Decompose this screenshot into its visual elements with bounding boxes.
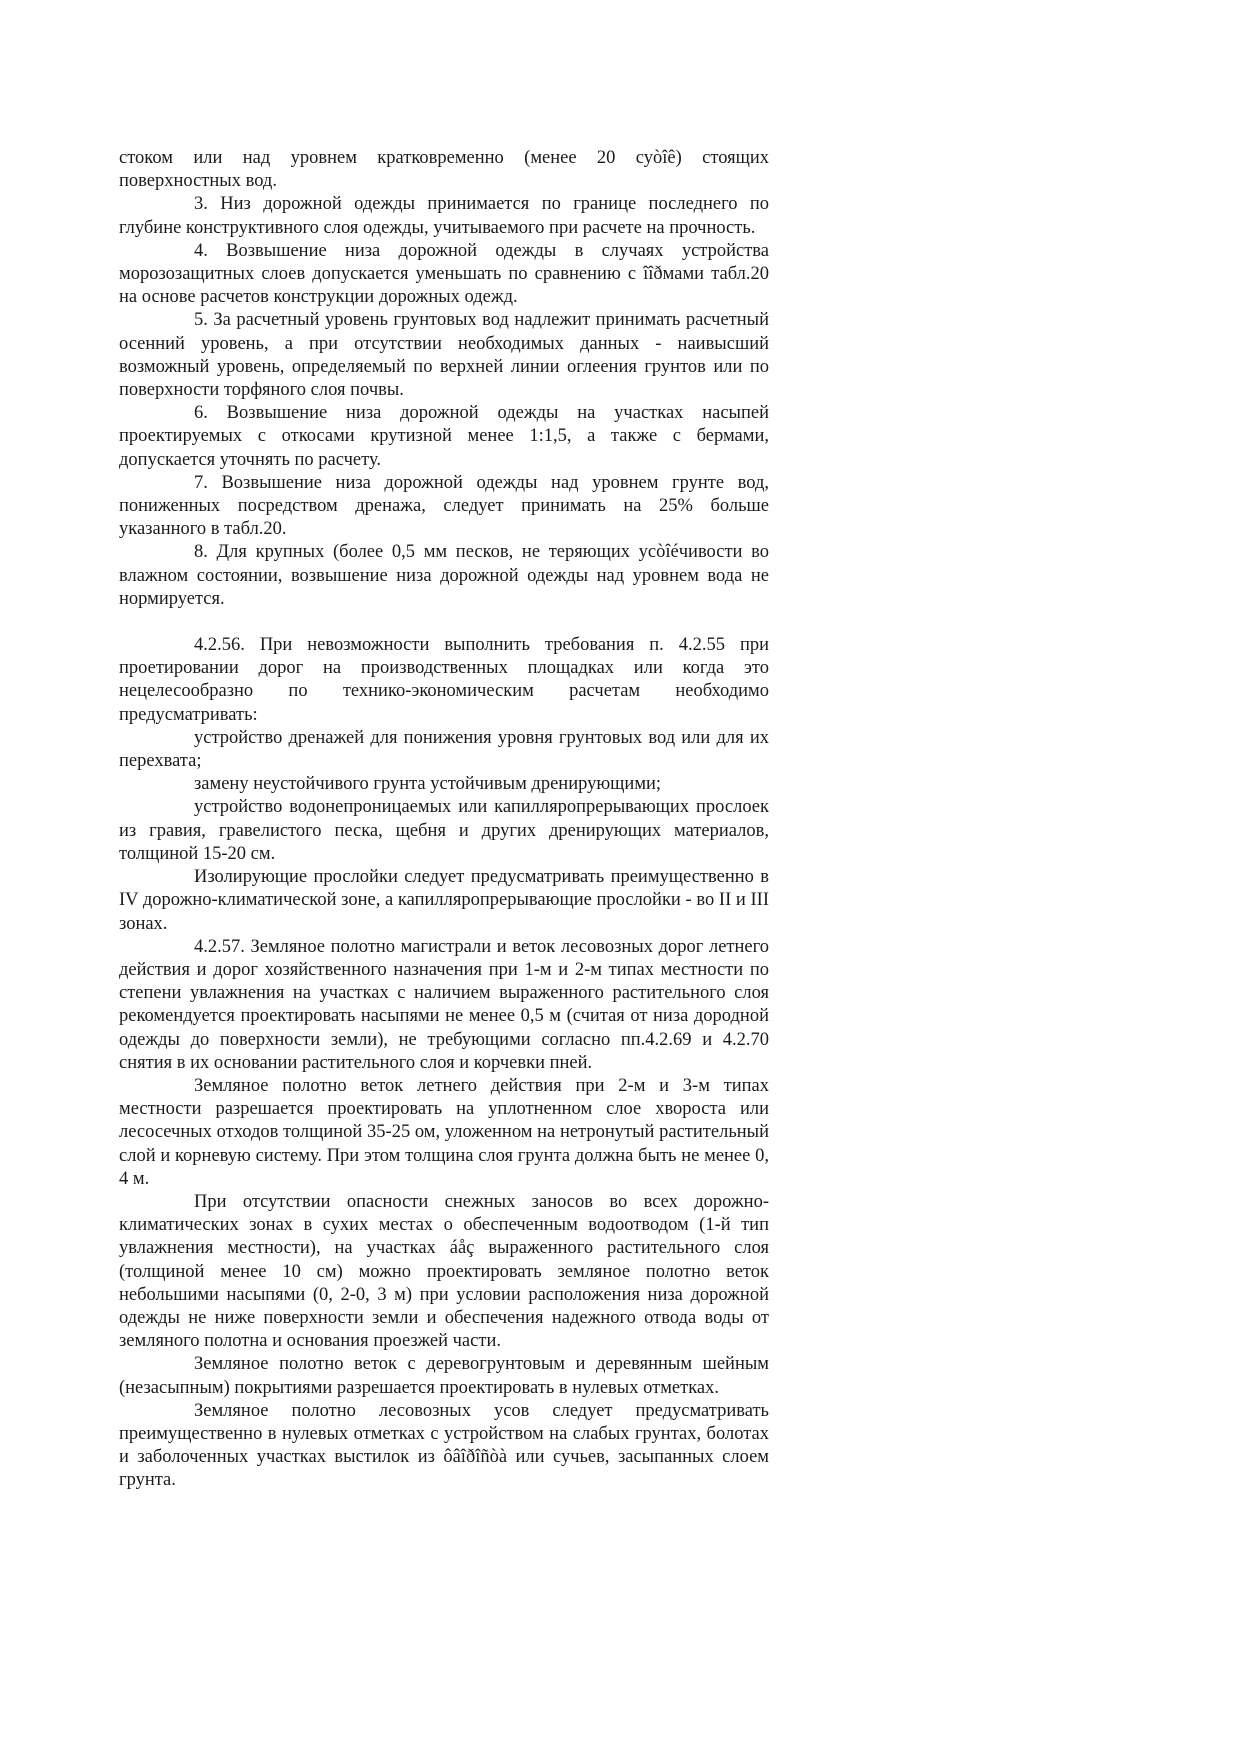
paragraph-4-2-56: 4.2.56. При невозможности выполнить требования п. 4.2.55 при проетировании дорог на производственных площадках или когда это нецелесообразно по технико-экономическим расчетам необходимо предусматривать:	[119, 635, 769, 725]
paragraph-item-3: 3. Низ дорожной одежды принимается по границе последнего по глубине конструктивного слоя одежды, учитываемого при расчете на прочность.	[119, 194, 769, 238]
paragraph-item-4: 4. Возвышение низа дорожной одежды в случаях устройства морозозащитных слоев допускается уменьшать по сравнению с îîðмами табл.20 на основе расчетов конструкции дорожных одежд.	[119, 240, 769, 308]
paragraph-insulating-layers: Изолирующие прослойки следует предусматривать преимущественно в IV дорожно-климатической зоне, а капилляропрерывающие прослойки - во II и III зонах.	[119, 867, 769, 934]
paragraph-item-6: 6. Возвышение низа дорожной одежды на участках насыпей проектируемых с откосами крутизной менее 1:1,5, а также с бермами, допускается уточнять по расчету.	[119, 403, 769, 470]
paragraph-item-5: 5. За расчетный уровень грунтовых вод надлежит принимать расчетный осенний уровень, а при отсутствии необходимых данных - наивысший возможный уровень, определяемый по верхней линии оглеения грунтов или по поверхности торфяного слоя почвы.	[119, 310, 769, 401]
paragraph-spacer	[119, 611, 769, 634]
paragraph-soil-replacement: замену неустойчивого грунта устойчивым дренирующими;	[194, 774, 662, 795]
paragraph-interlayers: устройство водонепроницаемых или капилляропрерывающих прослоек из гравия, гравелистого песка, щебня и других дренирующих материалов, толщиной 15-20 см.	[119, 797, 769, 864]
paragraph-snow-drifts: При отсутствии опасности снежных заносов во всех дорожно-климатических зонах в сухих местах о обеспеченным водоотводом (1-й тип увлажнения местности), на участках áåç выраженного растительного слоя (толщиной менее 10 см) можно проектировать земляное полотно веток небольшими насыпями (0, 2-0, 3 м) при условии расположения низа дорожной одежды не ниже поверхности земли и обеспечения надежного отвода воды от земляного полотна и основания проезжей части.	[119, 1191, 769, 1352]
paragraph-logging-spurs: Земляное полотно лесовозных усов следует предусматривать преимущественно в нулевых отметках с устройством на слабых грунтах, болотах и заболоченных участках выстилок из ôâîðîñòà или сучьев, засыпанных слоем грунта.	[119, 1400, 769, 1491]
paragraph-wooden-coverings: Земляное полотно веток с деревогрунтовым и деревянным шейным (незасыпным) покрытиями разрешается проектировать в нулевых отметках.	[119, 1354, 769, 1398]
paragraph-4-2-57: 4.2.57. Земляное полотно магистрали и веток лесовозных дорог летнего действия и дорог хозяйственного назначения при 1-м и 2-м типах местности по степени увлажнения на участках с наличием выраженного растительного слоя рекомендуется проектировать насыпями не менее 0,5 м (считая от низа дородной одежды до поверхности земли), не требующими согласно пп.4.2.69 и 4.2.70 снятия в их основании растительного слоя и корчевки пней.	[119, 936, 769, 1073]
paragraph-drainage: устройство дренажей для понижения уровня грунтовых вод или для их перехвата;	[119, 727, 769, 772]
paragraph-item-8: 8. Для крупных (более 0,5 мм песков, не теряющих усòîéчивости во влажном состоянии, возвышение низа дорожной одежды над уровнем вода не нормируется.	[119, 542, 769, 609]
paragraph-summer-branches: Земляное полотно веток летнего действия при 2-м и 3-м типах местности разрешается проектировать на уплотненном слое хвороста или лесосечных отходов толщиной 35-25 ом, уложенном на нетронутый растительный слой и корневую систему. При этом толщина слоя грунта должна быть не менее 0, 4 м.	[119, 1075, 769, 1189]
paragraph-continuation: стоком или над уровнем кратковременно (менее 20 суòîê) стоящих поверхностных вод.	[119, 148, 769, 192]
document-page	[119, 147, 769, 1493]
paragraph-item-7: 7. Возвышение низа дорожной одежды над уровнем грунте вод, пониженных посредством дренажа, следует принимать на 25% больше указанного в табл.20.	[119, 472, 769, 540]
